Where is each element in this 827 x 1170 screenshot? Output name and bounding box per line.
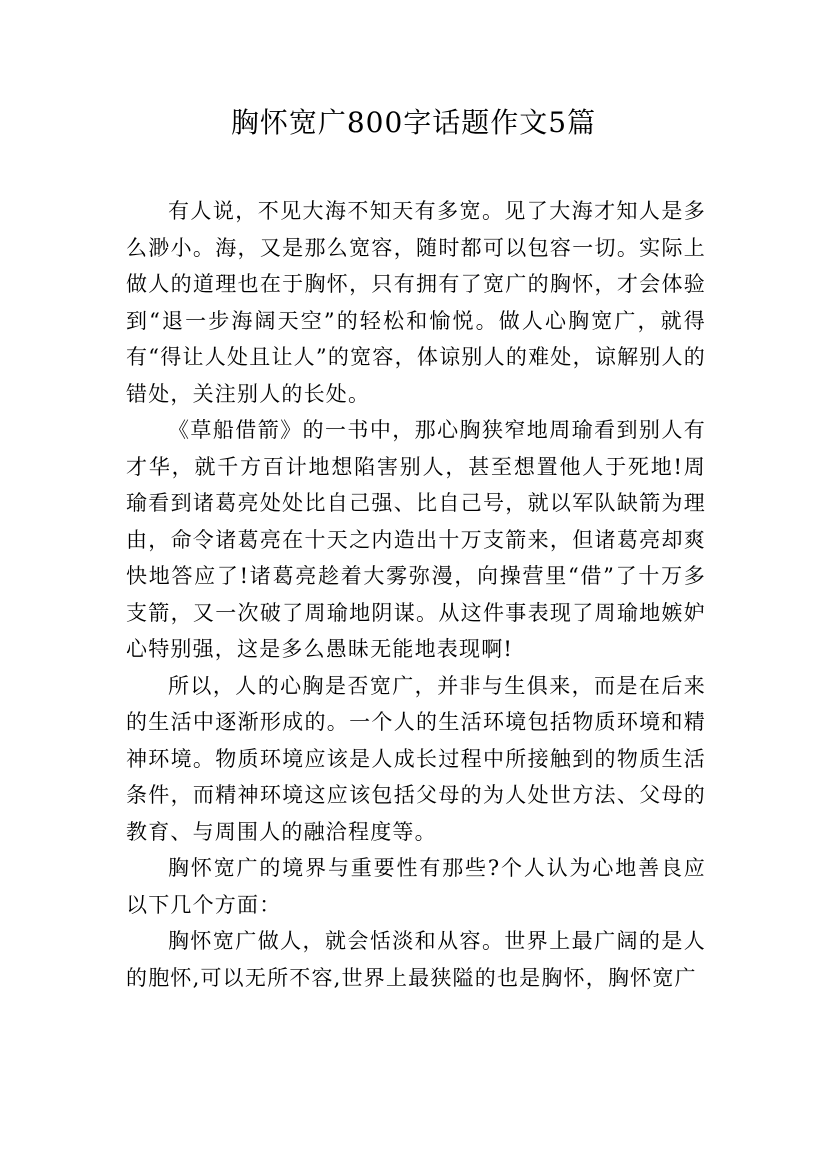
paragraph-4: 胸怀宽广的境界与重要性有那些?个人认为心地善良应以下几个方面： bbox=[126, 856, 706, 917]
paragraph-2: 《草船借箭》的一书中，那心胸狭窄地周瑜看到别人有才华，就千方百计地想陷害别人，甚至想置他人于死地!周瑜看到诸葛亮处处比自己强、比自己号，就以军队缺箭为理由，命令诸葛亮在十天之内造出十万支箭来，但诸葛亮却爽快地答应了!诸葛亮趁着大雾弥漫，向操营里“借”了十万多支箭，又一次破了周瑜地阴谋。从这件事表现了周瑜地嫉妒心特别强，这是多么愚昧无能地表现啊! bbox=[126, 418, 706, 661]
document-body bbox=[126, 193, 706, 996]
document-title: 胸怀宽广800字话题作文5篇 bbox=[230, 106, 597, 139]
paragraph-1: 有人说，不见大海不知天有多宽。见了大海才知人是多么渺小。海，又是那么宽容，随时都可以包容一切。实际上做人的道理也在于胸怀，只有拥有了宽广的胸怀，才会体验到“退一步海阔天空”的轻松和愉悦。做人心胸宽广，就得有“得让人处且让人”的宽容，体谅别人的难处，谅解别人的错处，关注别人的长处。 bbox=[126, 199, 706, 406]
paragraph-5: 胸怀宽广做人，就会恬淡和从容。世界上最广阔的是人的胞怀,可以无所不容,世界上最狭隘的也是胸怀，胸怀宽广 bbox=[126, 929, 706, 990]
paragraph-3: 所以，人的心胸是否宽广，并非与生俱来，而是在后来的生活中逐渐形成的。一个人的生活环境包括物质环境和精神环境。物质环境应该是人成长过程中所接触到的物质生活条件，而精神环境这应该包括父母的为人处世方法、父母的教育、与周围人的融洽程度等。 bbox=[126, 673, 706, 844]
